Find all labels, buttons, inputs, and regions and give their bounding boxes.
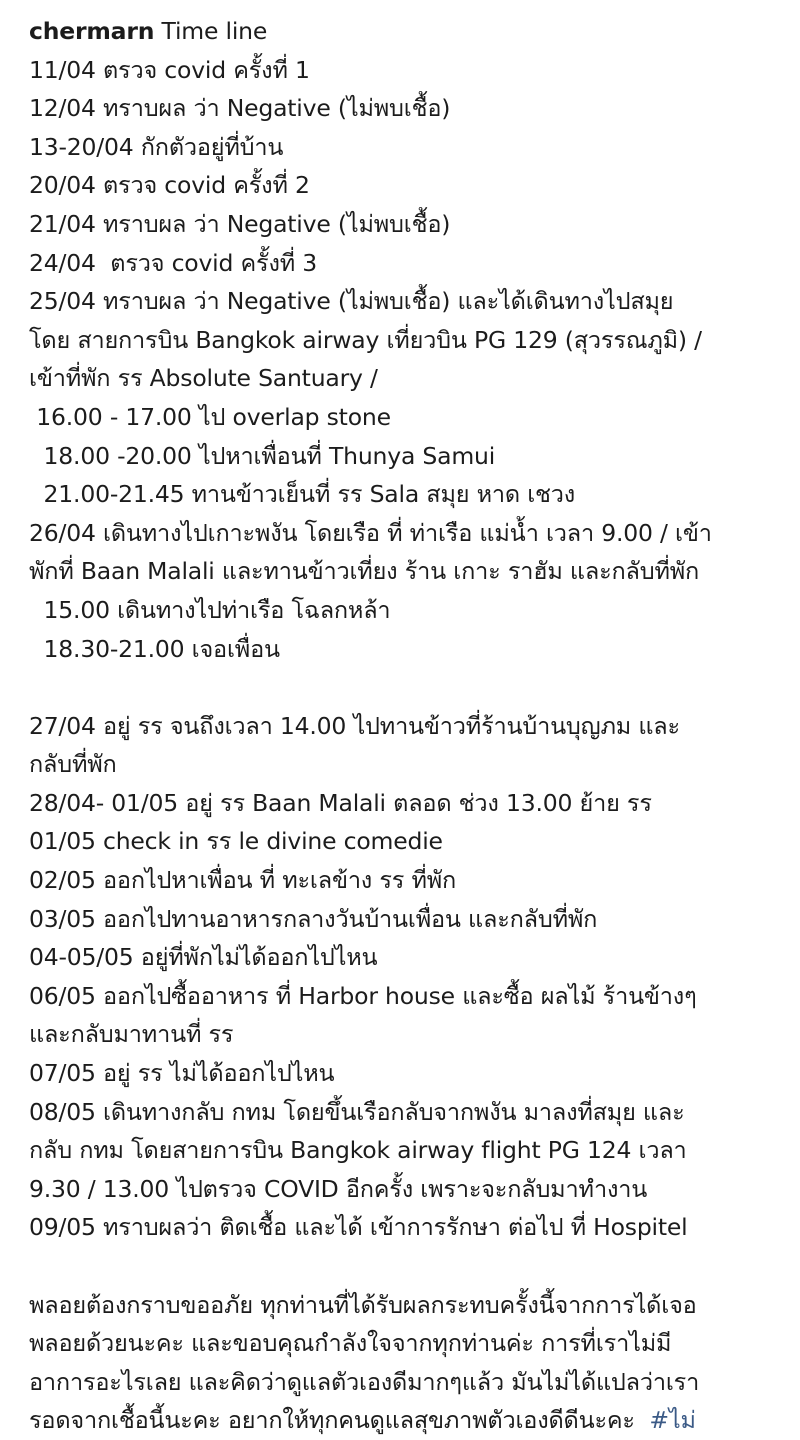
caption-line: กลับ กทม โดยสายการบิน Bangkok airway flight PG 124 เวลา xyxy=(29,1136,687,1165)
caption-line: 27/04 อยู่ รร จนถึงเวลา 14.00 ไปทานข้าวที่ร้านบ้านบุญภม และ xyxy=(29,711,680,740)
caption-line: 21/04 ทราบผล ว่า Negative (ไม่พบเชื้อ) xyxy=(29,209,451,238)
caption-line: 12/04 ทราบผล ว่า Negative (ไม่พบเชื้อ) xyxy=(29,94,451,123)
caption-line: เข้าที่พัก รร Absolute Santuary / xyxy=(29,364,378,393)
caption-line: 9.30 / 13.00 ไปตรวจ COVID อีกครั้ง เพราะจะกลับมาทำงาน xyxy=(29,1174,648,1203)
caption-line: 28/04- 01/05 อยู่ รร Baan Malali ตลอด ช่วง 13.00 ย้าย รร xyxy=(29,788,652,817)
caption-line xyxy=(29,668,789,707)
username-link[interactable]: chermarn xyxy=(29,17,155,45)
caption-line: 07/05 อยู่ รร ไม่ได้ออกไปไหน xyxy=(29,1059,335,1088)
hashtag-link[interactable]: #ไม่ xyxy=(649,1406,696,1435)
caption-title: Time line xyxy=(154,17,268,45)
caption-line: 06/05 ออกไปซื้ออาหาร ที่ Harbor house และซื้อ ผลไม้ ร้านข้างๆ xyxy=(29,981,697,1010)
caption-line: 03/05 ออกไปทานอาหารกลางวันบ้านเพื่อน และกลับที่พัก xyxy=(29,904,598,933)
caption-line: 16.00 - 17.00 ไป overlap stone xyxy=(29,402,391,431)
caption-line: พลอยต้องกราบขออภัย ทุกท่านที่ได้รับผลกระทบครั้งนี้จากการได้เจอ xyxy=(29,1290,697,1319)
caption-line: 18.30-21.00 เจอเพื่อน xyxy=(29,634,280,663)
caption-line: 04-05/05 อยู่ที่พักไม่ได้ออกไปไหน xyxy=(29,943,378,972)
caption-line: และกลับมาทานที่ รร xyxy=(29,1020,234,1049)
caption-line: 21.00-21.45 ทานข้าวเย็นที่ รร Sala สมุย หาด เชวง xyxy=(29,480,576,509)
caption-line: 20/04 ตรวจ covid ครั้งที่ 2 xyxy=(29,171,310,200)
caption-line: อาการอะไรเลย และคิดว่าดูแลตัวเองดีมากๆแล้ว มันไม่ได้แปลว่าเรา xyxy=(29,1367,700,1396)
caption-line: พักที่ Baan Malali และทานข้าวเที่ยง ร้าน เกาะ ราฮัม และกลับที่พัก xyxy=(29,557,700,586)
caption-last-line xyxy=(29,1401,789,1440)
caption-line: 02/05 ออกไปหาเพื่อน ที่ ทะเลข้าง รร ที่พัก xyxy=(29,866,457,895)
caption-line: 25/04 ทราบผล ว่า Negative (ไม่พบเชื้อ) และได้เดินทางไปสมุย xyxy=(29,287,674,316)
caption-line: 26/04 เดินทางไปเกาะพงัน โดยเรือ ที่ ท่าเรือ แม่น้ำ เวลา 9.00 / เข้า xyxy=(29,518,712,547)
caption-line: กลับที่พัก xyxy=(29,750,117,779)
caption-header xyxy=(29,12,789,51)
caption-line: 09/05 ทราบผลว่า ติดเชื้อ และได้ เข้าการรักษา ต่อไป ที่ Hospitel xyxy=(29,1213,688,1242)
caption-line: พลอยด้วยนะคะ และขอบคุณกำลังใจจากทุกท่านค่ะ การที่เราไม่มี xyxy=(29,1329,672,1358)
caption-line: 24/04 ตรวจ covid ครั้งที่ 3 xyxy=(29,248,318,277)
post-caption xyxy=(29,12,789,1440)
caption-line: 08/05 เดินทางกลับ กทม โดยขึ้นเรือกลับจากพงัน มาลงที่สมุย และ xyxy=(29,1097,685,1126)
caption-line: 11/04 ตรวจ covid ครั้งที่ 1 xyxy=(29,55,310,84)
caption-line: 13-20/04 กักตัวอยู่ที่บ้าน xyxy=(29,132,284,161)
caption-text: รอดจากเชื้อนี้นะคะ อยากให้ทุกคนดูแลสุขภาพตัวเองดีดีนะคะ xyxy=(29,1406,650,1435)
caption-body xyxy=(29,51,789,1402)
caption-line: โดย สายการบิน Bangkok airway เที่ยวบิน PG 129 (สุวรรณภูมิ) / xyxy=(29,325,702,354)
caption-line: 18.00 -20.00 ไปหาเพื่อนที่ Thunya Samui xyxy=(29,441,496,470)
caption-line: 01/05 check in รร le divine comedie xyxy=(29,827,443,856)
caption-line: 15.00 เดินทางไปท่าเรือ โฉลกหล้า xyxy=(29,595,391,624)
caption-line xyxy=(29,1247,789,1286)
